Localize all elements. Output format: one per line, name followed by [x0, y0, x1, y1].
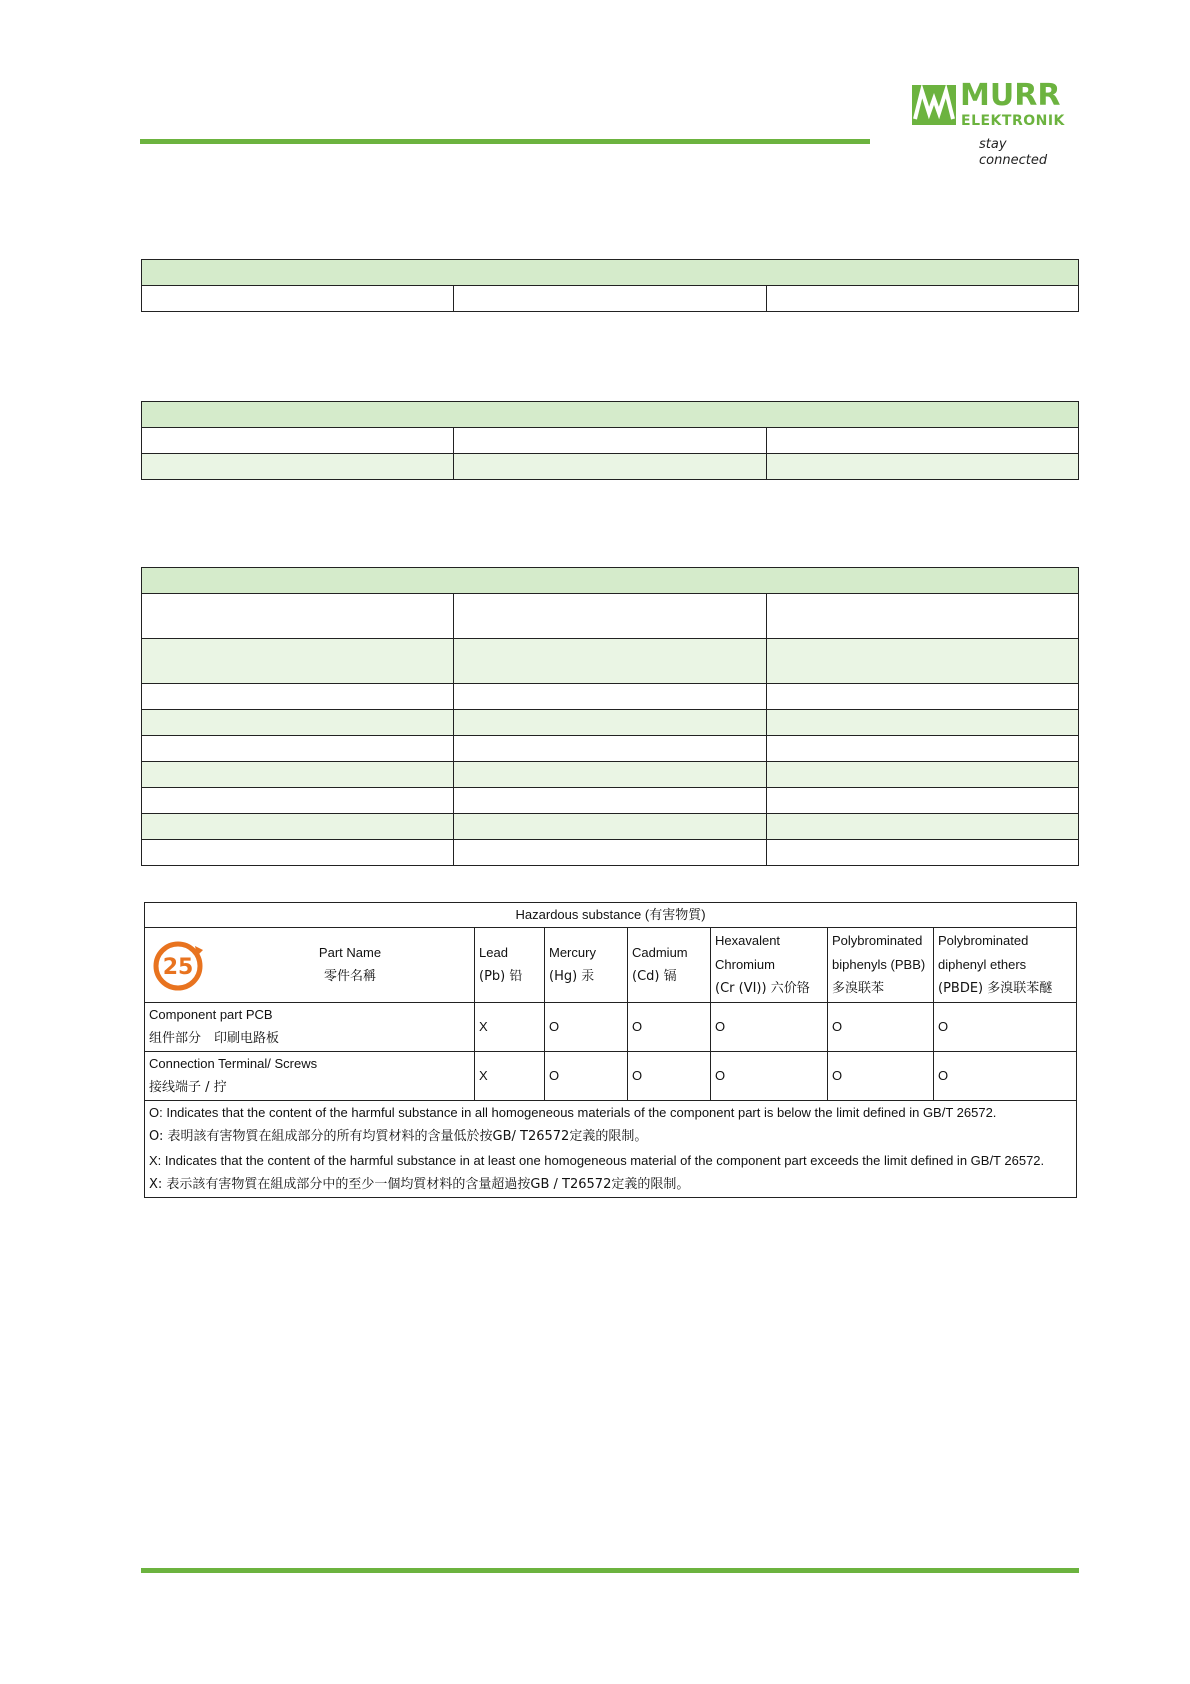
- note-o-en: O: Indicates that the content of the harmful substance in all homogeneous materials of the component part is below the limit defined in GB/T 26572.: [149, 1105, 997, 1120]
- blank-table-3: [141, 567, 1079, 866]
- part-name-cell: Component part PCB 组件部分 印刷电路板: [145, 1003, 475, 1052]
- value-cell: O: [711, 1052, 828, 1101]
- efup-25-icon: [149, 936, 207, 994]
- mercury-header: Mercury (Hg) 汞: [545, 928, 628, 1003]
- lead-header: Lead (Pb) 铅: [475, 928, 545, 1003]
- cadmium-header: Cadmium (Cd) 镉: [628, 928, 711, 1003]
- logo-brand: MURR: [960, 78, 1061, 113]
- value-cell: X: [475, 1052, 545, 1101]
- part-name-cell: Connection Terminal/ Screws 接线端子 / 拧: [145, 1052, 475, 1101]
- hexavalent-chromium-header: Hexavalent Chromium (Cr (VI)) 六价铬: [711, 928, 828, 1003]
- table-row: [142, 736, 1079, 762]
- footer-rule: [141, 1568, 1079, 1573]
- table-row: [142, 639, 1079, 684]
- table-row: [142, 594, 1079, 639]
- value-cell: O: [828, 1052, 934, 1101]
- value-cell: O: [628, 1052, 711, 1101]
- value-cell: O: [934, 1052, 1077, 1101]
- murr-logo-mark-icon: [912, 85, 956, 125]
- table-header-row: [142, 568, 1079, 594]
- table-row: [142, 788, 1079, 814]
- table-row: [142, 454, 1079, 480]
- value-cell: O: [934, 1003, 1077, 1052]
- value-cell: X: [475, 1003, 545, 1052]
- hazard-notes: [145, 1101, 1077, 1198]
- logo-subbrand: ELEKTRONIK: [961, 113, 1065, 129]
- note-x-en: X: Indicates that the content of the harmful substance in at least one homogeneous material of the component part exceeds the limit defined in GB/T 26572.: [149, 1153, 1045, 1168]
- header-rule: [140, 139, 870, 144]
- table-row: [145, 1003, 1077, 1052]
- value-cell: O: [628, 1003, 711, 1052]
- note-x-cn: X: 表示該有害物質在組成部分中的至少一個均質材料的含量超過按GB / T26572定義的限制。: [149, 1177, 690, 1192]
- murr-logo: [912, 78, 1072, 168]
- value-cell: O: [545, 1052, 628, 1101]
- pbde-header: Polybrominated diphenyl ethers (PBDE) 多溴联苯醚: [934, 928, 1077, 1003]
- hazard-table-title: Hazardous substance (有害物質): [145, 903, 1077, 928]
- value-cell: O: [545, 1003, 628, 1052]
- table-header-row: [142, 260, 1079, 286]
- table-row: [142, 428, 1079, 454]
- pbb-header: Polybrominated biphenyls (PBB) 多溴联苯: [828, 928, 934, 1003]
- hazardous-substance-table: [144, 902, 1077, 1198]
- table-row: [142, 840, 1079, 866]
- part-name-cn: 零件名稱: [323, 969, 376, 984]
- part-name-en: Part Name: [318, 945, 382, 960]
- logo-tagline: stay connected: [979, 137, 1048, 168]
- table-row: [142, 684, 1079, 710]
- table-row: [142, 286, 1079, 312]
- table-header-row: [142, 402, 1079, 428]
- value-cell: O: [828, 1003, 934, 1052]
- blank-table-2: [141, 401, 1079, 480]
- blank-table-1: [141, 259, 1079, 312]
- efup-number: 25: [162, 955, 194, 980]
- table-row: [145, 1052, 1077, 1101]
- note-o-cn: O: 表明該有害物質在組成部分的所有均質材料的含量低於按GB/ T26572定義的限制。: [149, 1129, 648, 1144]
- value-cell: O: [711, 1003, 828, 1052]
- table-row: [142, 710, 1079, 736]
- hazard-header-row: [145, 928, 1077, 1003]
- part-name-header: [145, 928, 475, 1003]
- table-row: [142, 814, 1079, 840]
- table-row: [142, 762, 1079, 788]
